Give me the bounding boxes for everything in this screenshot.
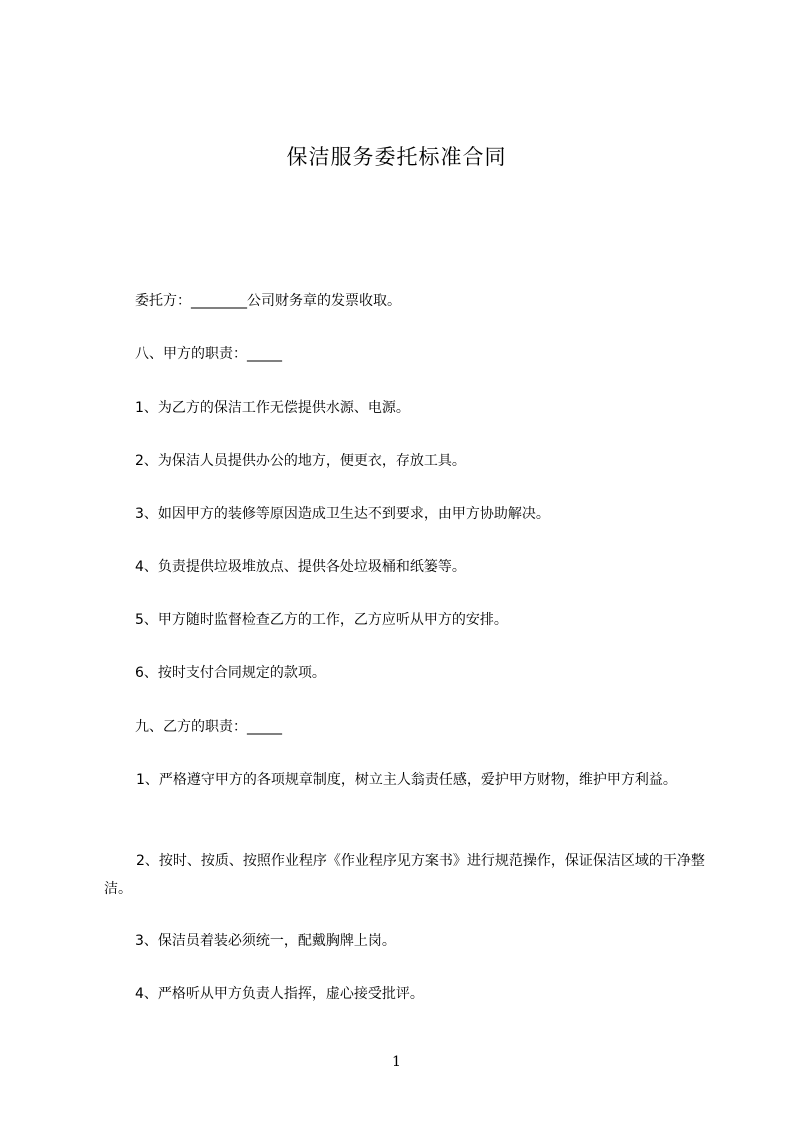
party-a-item-5: 5、甲方随时监督检查乙方的工作，乙方应听从甲方的安排。 bbox=[135, 612, 508, 628]
document-title: 保洁服务委托标准合同 bbox=[286, 145, 507, 169]
party-b-item-2 bbox=[104, 847, 714, 903]
party-b-item-1-text: 1、严格遵守甲方的各项规章制度，树立主人翁责任感，爱护甲方财物，维护甲方利益。 bbox=[136, 772, 677, 788]
party-b-item-4: 4、严格听从甲方负责人指挥，虚心接受批评。 bbox=[135, 986, 424, 1002]
party-a-item-4: 4、负责提供垃圾堆放点、提供各处垃圾桶和纸篓等。 bbox=[135, 559, 466, 575]
party-b-item-3: 3、保洁员着装必须统一，配戴胸牌上岗。 bbox=[135, 933, 396, 949]
party-b-item-1 bbox=[104, 766, 714, 794]
heading-party-b-duties: 九、乙方的职责：_____ bbox=[135, 719, 282, 735]
paragraph-client: 委托方：________公司财务章的发票收取。 bbox=[135, 293, 401, 309]
party-a-item-3: 3、如因甲方的装修等原因造成卫生达不到要求，由甲方协助解决。 bbox=[135, 506, 550, 522]
page-number: 1 bbox=[392, 1054, 401, 1070]
party-a-item-2: 2、为保洁人员提供办公的地方，便更衣，存放工具。 bbox=[135, 453, 466, 469]
party-a-item-6: 6、按时支付合同规定的款项。 bbox=[135, 665, 326, 681]
heading-party-a-duties: 八、甲方的职责：_____ bbox=[135, 346, 282, 362]
party-a-item-1: 1、为乙方的保洁工作无偿提供水源、电源。 bbox=[135, 400, 410, 416]
party-b-item-2-text: 2、按时、按质、按照作业程序《作业程序见方案书》进行规范操作，保证保洁区域的干净整洁。 bbox=[104, 853, 705, 897]
